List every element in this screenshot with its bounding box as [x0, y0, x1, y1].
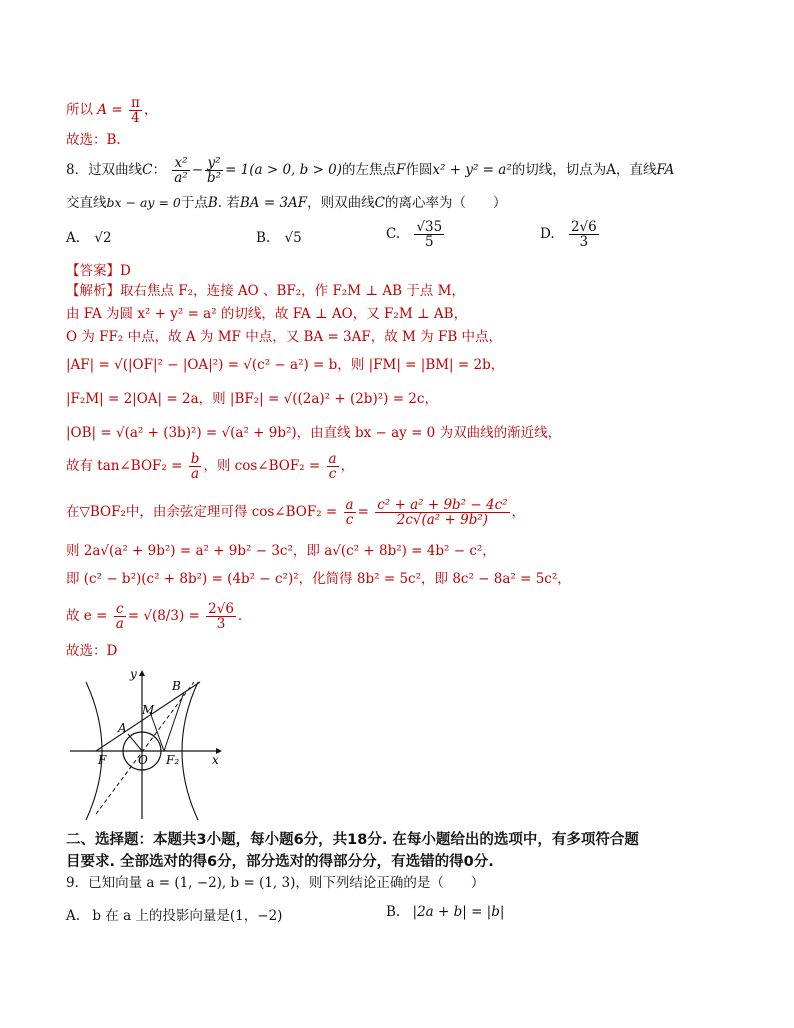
l7d-num: a	[328, 451, 337, 467]
q9-opt-b-label: B.	[386, 904, 401, 920]
opt-d-label: D.	[540, 226, 555, 242]
q8-left-focus: 的左焦点	[342, 162, 397, 178]
c-over-a	[114, 602, 126, 631]
analysis-l11a: 故 e =	[66, 608, 108, 624]
l7d-den: c	[328, 466, 337, 482]
q9-opt-a-label: A.	[66, 908, 81, 924]
answer-tag: 【答案】	[66, 263, 120, 279]
l8d-num: c² + a² + 9b² − 4c²	[377, 497, 508, 513]
l11b-num: c	[114, 602, 126, 617]
l8d-den: 2c√(a² + 9b²)	[396, 512, 489, 528]
opt-a-label: A.	[66, 230, 81, 246]
so-A-prefix: 所以	[66, 102, 93, 118]
so-A-line	[66, 96, 157, 125]
q8-C2: C	[374, 195, 385, 211]
q8-option-d[interactable]	[540, 220, 601, 249]
x2-over-a2	[172, 156, 189, 185]
label-M: M	[142, 703, 155, 717]
analysis-line10: 即 (c² − b²)(c² + 8b²) = (4b² − c²)²，化简得 8b² = 5c²，即 8c² − 8a² = 5c²，	[66, 571, 571, 587]
q8-FA: FA	[656, 162, 675, 178]
q9-opt-a-text: b 在 a 上的投影向量是(1，−2)	[92, 908, 283, 924]
opt-c-num: √35	[416, 219, 443, 235]
analysis-line3: O 为 FF₂ 中点，故 A 为 MF 中点，又 BA = 3AF，故 M 为 FB 中点，	[66, 329, 503, 345]
analysis-line4: |AF| = √(|OF|² − |OA|²) = √(c² − a²) = b，则 |FM| = |BM| = 2b，	[66, 357, 505, 373]
opt-a-value: √2	[94, 230, 112, 246]
opt-b-label: B.	[256, 230, 271, 246]
so-A-eq: A =	[97, 102, 123, 118]
analysis-l8e: ，	[511, 504, 526, 520]
y2-over-b2	[205, 156, 223, 185]
opt-b-value: √5	[284, 230, 302, 246]
q8-circle: 作圆	[405, 162, 433, 178]
analysis-tag: 【解析】	[66, 283, 120, 299]
a-over-c	[327, 452, 339, 481]
label-B: B	[172, 679, 181, 693]
x2-num: x²	[172, 156, 189, 171]
l8b-den: c	[345, 512, 354, 528]
l11b-den: a	[115, 616, 124, 632]
q8-line2e: 的离心率为（ ）	[385, 195, 507, 211]
so-A-end: ，	[143, 102, 158, 118]
l11d-den: 3	[216, 616, 226, 632]
line-F2M	[150, 712, 164, 751]
q9-option-b[interactable]	[386, 904, 504, 920]
analysis-l11e: .	[237, 608, 243, 624]
hyperbola-figure	[66, 664, 226, 824]
opt-c-label: C.	[386, 226, 401, 242]
b2-den: b²	[207, 170, 222, 186]
q8-option-a[interactable]	[66, 230, 112, 246]
label-x: x	[212, 753, 219, 767]
answer-line	[66, 262, 131, 280]
analysis-line9: 则 2a√(a² + 9b²) = a² + 9b² − 3c²，即 a√(c² + 8b²) = 4b² − c²，	[66, 543, 496, 559]
opt-d-num: 2√6	[570, 219, 597, 235]
q8-line1	[66, 156, 674, 185]
e-result-frac	[206, 602, 236, 631]
l7b-den: a	[191, 466, 200, 482]
analysis-line1	[66, 282, 465, 300]
analysis-l1: 取右焦点 F₂，连接 AO 、BF₂，作 F₂M ⊥ AB 于点 M，	[120, 283, 465, 299]
q8-line2b: 于点	[180, 195, 208, 211]
b-over-a	[189, 452, 202, 481]
analysis-l8c: =	[357, 504, 369, 520]
answer-value: D	[120, 263, 131, 279]
opt-c-den: 5	[425, 234, 434, 250]
q9-option-a[interactable]	[66, 904, 282, 924]
analysis-line6: |OB| = √(a² + (3b)²) = √(a² + 9b²)，由直线 bx − ay = 0 为双曲线的渐近线，	[66, 425, 562, 441]
q8-tangent: 的切线，切点为A，直线	[511, 162, 657, 178]
q8-F: F	[396, 162, 406, 178]
q8-eq1: = 1(a > 0, b > 0)	[225, 162, 343, 178]
q8-option-c[interactable]	[386, 220, 446, 249]
q8-option-b[interactable]	[256, 230, 302, 246]
line-F2B	[164, 692, 184, 751]
l11d-num: 2√6	[208, 601, 234, 617]
analysis-line11	[66, 602, 242, 631]
opt-d-frac	[569, 220, 599, 249]
q8-line2a: 交直线	[66, 195, 107, 211]
choose-B-line: 故选：B.	[66, 132, 121, 148]
section2-line2: 目要求. 全部选对的得6分，部分选对的得部分分，有选错的得0分.	[66, 854, 494, 870]
opt-c-frac	[414, 220, 444, 249]
analysis-l7e: ，	[340, 458, 355, 474]
opt-d-den: 3	[579, 234, 589, 250]
q8-line-eq: bx − ay = 0	[106, 195, 181, 210]
analysis-l7c: ，则 cos∠BOF₂ =	[203, 458, 321, 474]
analysis-l11c: = √(8/3) =	[127, 608, 200, 624]
label-F: F	[98, 753, 107, 767]
cosine-rule-frac	[375, 498, 509, 527]
analysis-line2: 由 FA 为圆 x² + y² = a² 的切线，故 FA ⊥ AO，又 F₂M ⊥ AB，	[66, 306, 468, 322]
q8-minus: −	[191, 162, 204, 178]
label-O: O	[138, 753, 148, 767]
pi-den: 4	[131, 110, 140, 126]
q8-B: B	[207, 195, 218, 211]
q9-opt-b-text: |2a + b| = |b|	[412, 904, 505, 920]
label-F2: F₂	[166, 753, 180, 767]
l7b-num: b	[190, 451, 200, 467]
asymptote-dashed	[96, 682, 194, 814]
q8-line2	[66, 194, 507, 212]
label-y: y	[130, 667, 137, 681]
line-AO	[128, 734, 142, 751]
q8-vec-eq: BA = 3AF	[239, 195, 308, 211]
q8-lead: 8．过双曲线	[66, 162, 143, 178]
q8-line2d: ，则双曲线	[307, 195, 375, 211]
analysis-line5: |F₂M| = 2|OA| = 2a，则 |BF₂| = √((2a)² + (2b)²) = 2c，	[66, 391, 438, 407]
a2-den: a²	[174, 170, 188, 186]
analysis-l8a: 在▽BOF₂中，由余弦定理可得 cos∠BOF₂ =	[66, 504, 338, 520]
pi-num: π	[130, 95, 140, 111]
section2-line1: 二、选择题：本题共3小题，每小题6分，共18分. 在每小题给出的选项中，有多项符合题	[66, 832, 639, 848]
pi-over-4	[129, 96, 142, 125]
q9-stem: 9．已知向量 a = (1, −2), b = (1, 3)，则下列结论正确的是（ ）	[66, 875, 485, 891]
q8-C: C	[142, 162, 153, 178]
q8-line2c: . 若	[217, 195, 240, 211]
l8b-num: a	[345, 497, 354, 513]
analysis-l7a: 故有 tan∠BOF₂ =	[66, 458, 183, 474]
a-over-c-2	[344, 498, 356, 527]
analysis-line7	[66, 452, 354, 481]
q8-colon: ：	[152, 162, 166, 178]
label-A: A	[118, 721, 127, 735]
q8-circle-eq: x² + y² = a²	[432, 162, 512, 178]
y-axis-arrow	[139, 670, 145, 676]
y2-num: y²	[205, 156, 223, 171]
choose-D-line: 故选：D	[66, 643, 118, 659]
analysis-line8	[66, 498, 525, 527]
